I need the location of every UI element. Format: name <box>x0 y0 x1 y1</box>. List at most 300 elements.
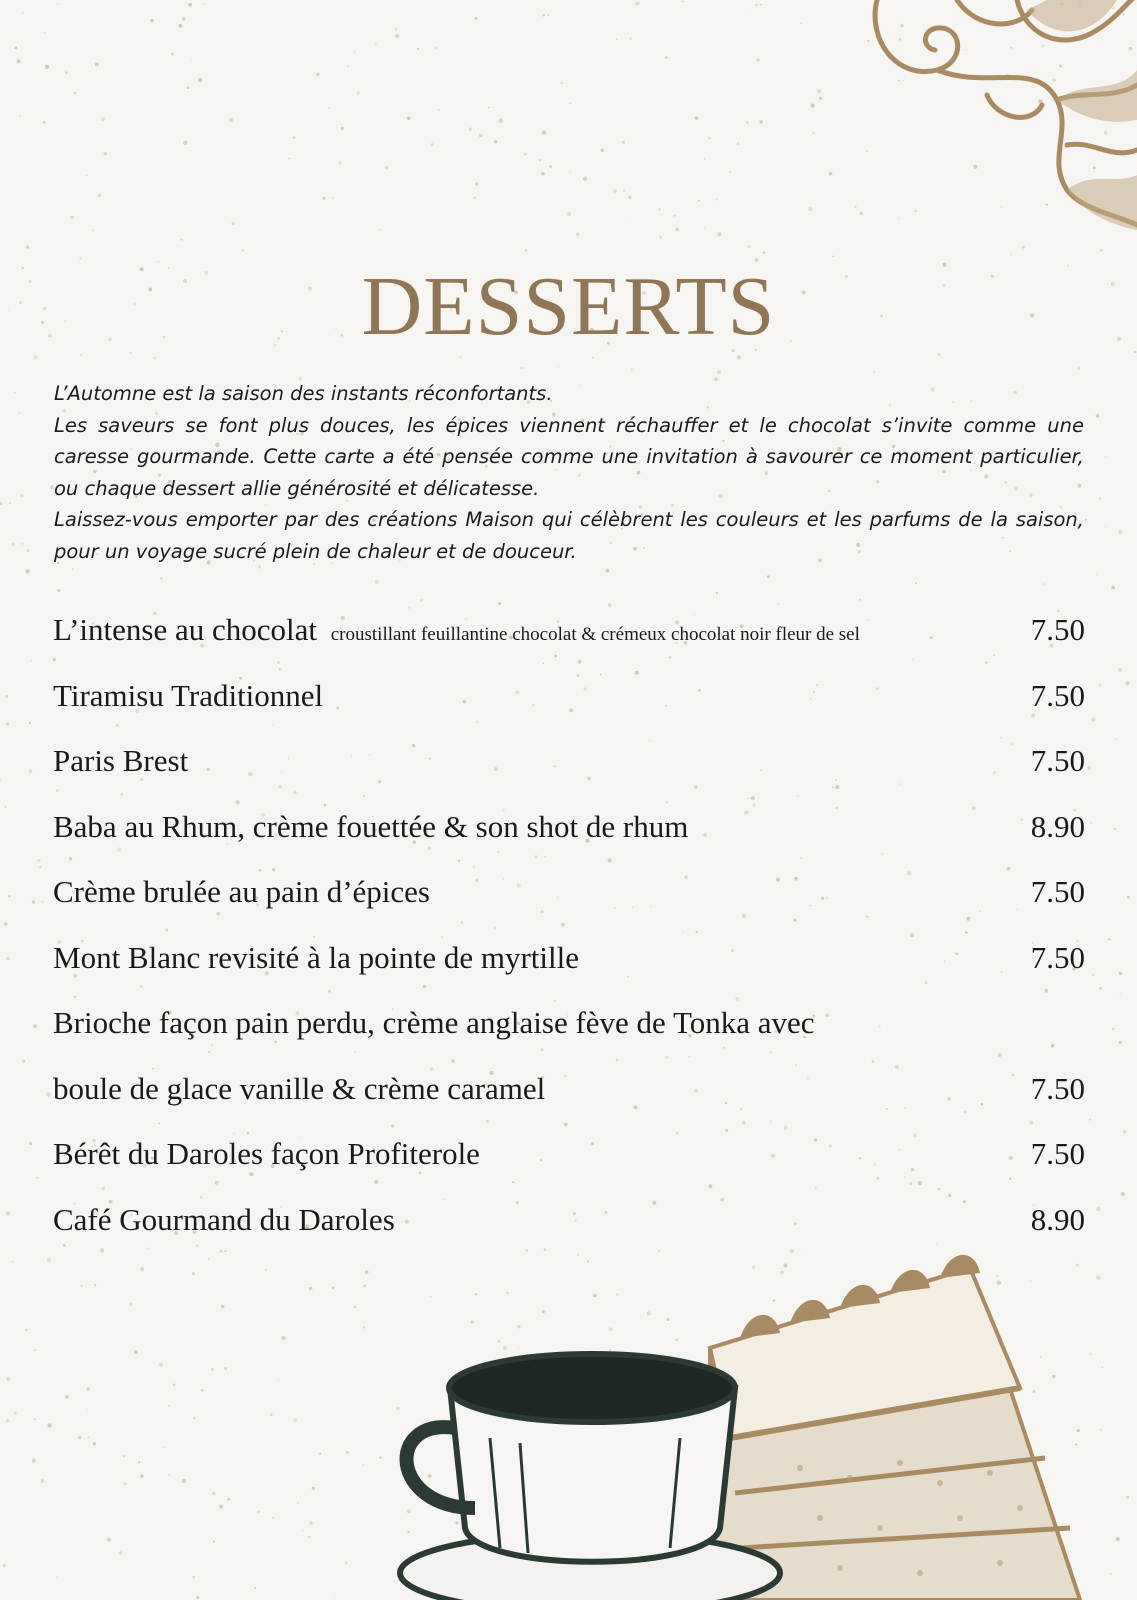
speckle <box>201 1389 204 1392</box>
speckle <box>1112 1028 1115 1031</box>
speckle <box>623 190 625 192</box>
intro-line: L’Automne est la saison des instants réconfortants. <box>54 382 553 405</box>
speckle <box>474 17 477 20</box>
speckle <box>1090 822 1091 823</box>
speckle <box>1127 896 1130 899</box>
speckle <box>592 357 594 359</box>
speckle <box>219 1505 223 1509</box>
speckle <box>395 28 397 30</box>
speckle <box>629 217 630 218</box>
page-title: DESSERTS <box>361 260 776 353</box>
speckle <box>332 1286 335 1289</box>
speckle <box>524 153 527 156</box>
speckle <box>180 239 182 241</box>
speckle <box>257 1511 259 1513</box>
speckle <box>744 12 745 13</box>
speckle <box>270 1413 273 1416</box>
speckle <box>1085 519 1088 522</box>
menu-item-price: 7.50 <box>1030 677 1085 713</box>
menu-item <box>53 1071 1085 1137</box>
speckle <box>6 722 9 725</box>
speckle <box>183 141 187 145</box>
speckle <box>1091 717 1095 721</box>
speckle <box>58 589 61 592</box>
speckle <box>27 549 30 552</box>
speckle <box>43 121 46 124</box>
speckle <box>357 91 360 94</box>
speckle <box>95 63 99 67</box>
speckle <box>221 1305 225 1309</box>
menu-item <box>53 1202 1085 1268</box>
speckle <box>87 1409 88 1410</box>
speckle <box>168 1474 169 1475</box>
speckle <box>1099 683 1102 686</box>
speckle <box>746 121 749 124</box>
speckle <box>211 1368 214 1371</box>
speckle <box>682 1 684 3</box>
speckle <box>8 895 10 897</box>
speckle <box>363 1285 366 1288</box>
speckle <box>124 1482 127 1485</box>
speckle <box>631 368 633 370</box>
speckle <box>1121 1192 1125 1196</box>
speckle <box>104 152 107 155</box>
menu-item <box>53 809 1085 875</box>
speckle <box>18 412 20 414</box>
menu-item-price: 8.90 <box>1030 1201 1085 1237</box>
speckle <box>737 142 740 145</box>
speckle <box>1087 766 1091 770</box>
speckle <box>17 59 21 63</box>
speckle <box>278 1379 279 1380</box>
speckle <box>34 1349 36 1351</box>
speckle <box>33 1024 37 1028</box>
speckle <box>308 1536 311 1539</box>
speckle <box>203 4 204 5</box>
speckle <box>78 1436 82 1440</box>
speckle <box>192 1272 195 1275</box>
speckle <box>1111 586 1115 590</box>
speckle <box>87 1387 90 1390</box>
speckle <box>542 14 545 17</box>
speckle <box>1099 987 1102 990</box>
speckle <box>6 1419 10 1423</box>
speckle <box>363 1464 365 1466</box>
speckle <box>341 127 344 130</box>
cake-slice-icon <box>710 1255 1080 1600</box>
speckle <box>417 48 419 50</box>
speckle <box>1100 249 1103 252</box>
menu-item <box>53 874 1085 940</box>
speckle <box>1125 681 1129 685</box>
speckle <box>698 200 700 202</box>
speckle <box>1110 1573 1112 1575</box>
speckle <box>363 1326 365 1328</box>
speckle <box>438 109 440 111</box>
speckle <box>407 117 411 121</box>
speckle <box>140 1474 143 1477</box>
speckle <box>293 136 295 138</box>
speckle <box>717 370 721 374</box>
intro-text <box>54 378 1084 567</box>
speckle <box>9 502 11 504</box>
speckle <box>41 1479 45 1483</box>
speckle <box>20 494 23 497</box>
speckle <box>704 158 705 159</box>
speckle <box>316 73 320 77</box>
speckle <box>716 592 718 594</box>
menu-item-name: Crème brulée au pain d’épices <box>53 874 430 909</box>
speckle <box>759 120 762 123</box>
intro-paragraph: Les saveurs se font plus douces, les épices viennent réchauffer et le chocolat s’invite comme une caresse gourmande. Cette carte a été pensée comme une invitation à savourer ce moment particulier, ou chaque dessert allie générosité et délicatesse. <box>54 413 1084 500</box>
speckle <box>34 1418 36 1420</box>
speckle <box>4 922 8 926</box>
speckle <box>29 769 33 773</box>
speckle <box>194 1417 196 1419</box>
speckle <box>547 14 549 16</box>
speckle <box>32 1459 36 1463</box>
speckle <box>37 859 40 862</box>
speckle <box>25 569 29 573</box>
menu-item-price: 7.50 <box>1030 1136 1085 1171</box>
speckle <box>628 196 631 199</box>
speckle <box>674 215 676 217</box>
speckle <box>431 143 434 146</box>
speckle <box>1092 974 1094 976</box>
speckle <box>72 568 74 570</box>
menu-item-price: 8.90 <box>1030 808 1085 844</box>
speckle <box>44 32 45 33</box>
speckle <box>569 172 570 173</box>
menu-item-name: Café Gourmand du Daroles <box>53 1201 395 1237</box>
speckle <box>150 19 154 23</box>
speckle <box>549 165 552 168</box>
speckle <box>1116 1537 1120 1541</box>
speckle <box>860 212 863 215</box>
speckle <box>39 866 41 868</box>
speckle <box>561 82 563 84</box>
speckle <box>542 130 546 134</box>
speckle <box>45 65 49 69</box>
speckle <box>47 1258 51 1262</box>
speckle <box>832 255 834 257</box>
speckle <box>811 104 815 108</box>
speckle <box>800 23 802 25</box>
speckle <box>212 1492 215 1495</box>
speckle <box>475 183 478 186</box>
speckle <box>756 58 760 62</box>
speckle <box>1100 1429 1102 1431</box>
speckle <box>242 250 244 252</box>
menu-item-name: Baba au Rhum, crème fouettée & son shot de rhum <box>53 808 689 844</box>
speckle <box>629 38 631 40</box>
menu-item-description: croustillant feuillantine chocolat & crémeux chocolat noir fleur de sel <box>330 624 860 645</box>
speckle <box>188 3 192 7</box>
speckle <box>613 189 617 193</box>
speckle <box>498 119 502 123</box>
speckle <box>29 722 31 724</box>
speckle <box>616 38 618 40</box>
speckle <box>171 53 174 56</box>
speckle <box>297 1502 299 1504</box>
speckle <box>37 1177 39 1179</box>
speckle <box>98 194 102 198</box>
speckle <box>25 1329 27 1331</box>
speckle <box>635 2 639 6</box>
speckle <box>819 97 822 100</box>
speckle <box>375 43 376 44</box>
speckle <box>737 355 741 359</box>
speckle <box>1078 367 1081 370</box>
coffee-cup-icon <box>400 1354 780 1600</box>
speckle <box>92 229 94 231</box>
speckle <box>12 543 15 546</box>
speckle <box>163 1447 165 1449</box>
speckle <box>558 366 559 367</box>
speckle <box>332 197 334 199</box>
speckle <box>855 206 857 208</box>
menu-item-price: 7.50 <box>1030 874 1085 909</box>
speckle <box>808 207 812 211</box>
speckle <box>583 177 587 181</box>
speckle <box>1123 1130 1126 1133</box>
menu-item-price: 7.50 <box>1030 1070 1085 1106</box>
menu-item-name: L’intense au chocolat <box>53 612 317 647</box>
menu-item-price: 7.50 <box>1030 612 1085 647</box>
speckle <box>86 174 88 176</box>
speckle <box>1096 414 1100 418</box>
speckle <box>93 1442 96 1445</box>
speckle <box>48 1423 52 1427</box>
speckle <box>1119 1041 1122 1044</box>
speckle <box>676 228 679 231</box>
speckle <box>227 1498 230 1501</box>
speckle <box>1043 583 1045 585</box>
speckle <box>409 607 410 608</box>
speckle <box>34 355 38 359</box>
speckle <box>665 56 668 59</box>
speckle <box>15 392 17 394</box>
speckle <box>7 1377 11 1381</box>
menu-item-name: Tiramisu Traditionnel <box>53 677 324 713</box>
menu-item <box>53 1005 1085 1071</box>
speckle <box>479 134 483 138</box>
speckle <box>760 4 762 6</box>
speckle <box>494 140 497 143</box>
speckle <box>129 1303 132 1306</box>
speckle <box>32 900 35 903</box>
speckle <box>474 197 476 199</box>
speckle <box>0 502 2 505</box>
menu-item-name: Brioche façon pain perdu, crème anglaise fève de Tonka avec <box>53 1005 815 1040</box>
speckle <box>123 1455 125 1457</box>
speckle <box>187 86 190 89</box>
speckle <box>65 1395 69 1399</box>
speckle <box>293 1418 297 1422</box>
dessert-menu <box>53 612 1085 1267</box>
speckle <box>196 1596 199 1599</box>
speckle <box>254 1587 256 1589</box>
speckle <box>31 660 32 661</box>
speckle <box>729 171 731 173</box>
speckle <box>763 251 766 254</box>
speckle <box>1119 993 1120 994</box>
speckle <box>778 603 780 605</box>
speckle <box>1010 254 1011 255</box>
speckle <box>498 602 501 605</box>
speckle <box>695 116 699 120</box>
speckle <box>182 1479 186 1483</box>
speckle <box>0 778 2 781</box>
speckle <box>173 1384 176 1387</box>
floral-ornament-icon <box>867 0 1137 230</box>
speckle <box>567 212 571 216</box>
speckle <box>272 1517 274 1519</box>
speckle <box>521 367 523 369</box>
speckle <box>1115 739 1116 740</box>
speckle <box>159 1363 163 1367</box>
speckle <box>303 1530 304 1531</box>
speckle <box>22 543 24 545</box>
speckle <box>608 604 611 607</box>
speckle <box>288 158 289 159</box>
speckle <box>20 116 21 117</box>
speckle <box>134 1350 138 1354</box>
dessert-illustration <box>380 1228 1100 1600</box>
menu-item-price: 7.50 <box>1030 939 1085 975</box>
speckle <box>1105 525 1106 526</box>
speckle <box>182 17 186 21</box>
speckle <box>191 59 192 60</box>
speckle <box>42 901 44 903</box>
speckle <box>15 46 18 49</box>
speckle <box>140 1267 144 1271</box>
speckle <box>329 108 330 109</box>
speckle <box>94 1284 96 1286</box>
speckle <box>138 1461 140 1463</box>
menu-item <box>53 678 1085 744</box>
speckle <box>101 117 105 121</box>
speckle <box>46 1092 50 1096</box>
speckle <box>224 1367 227 1370</box>
speckle <box>525 249 528 252</box>
menu-item-name: Bérêt du Daroles façon Profiterole <box>53 1136 480 1171</box>
speckle <box>915 582 917 584</box>
speckle <box>354 51 356 53</box>
speckle <box>348 65 350 67</box>
speckle <box>14 1412 17 1415</box>
speckle <box>817 89 821 93</box>
speckle <box>813 132 814 133</box>
speckle <box>1089 1119 1091 1121</box>
speckle <box>385 166 388 169</box>
speckle <box>6 1212 10 1216</box>
speckle <box>229 118 233 122</box>
speckle <box>717 232 721 236</box>
speckle <box>606 569 610 573</box>
speckle <box>829 172 833 176</box>
speckle <box>380 229 382 231</box>
speckle <box>22 1060 25 1063</box>
intro-paragraph: Laissez-vous emporter par des créations Maison qui célèbrent les couleurs et les parfums de la saison, pour un voyage sucré plein de chaleur et de douceur. <box>54 508 1084 563</box>
speckle <box>312 1487 315 1490</box>
speckle <box>873 371 875 373</box>
speckle <box>160 577 163 580</box>
speckle <box>1096 1207 1100 1211</box>
speckle <box>1022 246 1025 249</box>
speckle <box>26 245 29 248</box>
speckle <box>107 1538 111 1542</box>
menu-item <box>53 940 1085 1006</box>
speckle <box>309 1287 313 1291</box>
speckle <box>704 228 705 229</box>
speckle <box>81 1285 83 1287</box>
menu-item <box>53 612 1085 678</box>
speckle <box>1118 668 1122 672</box>
speckle <box>1108 938 1110 940</box>
menu-item-name: Mont Blanc revisité à la pointe de myrtille <box>53 939 580 975</box>
speckle <box>309 1521 313 1525</box>
speckle <box>1105 456 1107 458</box>
speckle <box>539 159 541 161</box>
speckle <box>435 47 437 49</box>
speckle <box>12 1261 14 1263</box>
speckle <box>354 1306 357 1309</box>
speckle <box>622 141 625 144</box>
speckle <box>265 1269 267 1271</box>
speckle <box>65 71 68 74</box>
speckle <box>70 216 74 220</box>
speckle <box>192 1576 195 1579</box>
speckle <box>459 356 461 358</box>
menu-item-name-group <box>53 612 860 648</box>
speckle <box>1119 972 1122 975</box>
speckle <box>88 1436 90 1438</box>
speckle <box>345 1562 347 1564</box>
speckle <box>57 4 59 6</box>
speckle <box>716 199 717 200</box>
speckle <box>755 4 758 7</box>
speckle <box>420 599 423 602</box>
speckle <box>3 1564 6 1567</box>
speckle <box>338 161 342 165</box>
speckle <box>56 1576 57 1577</box>
speckle <box>659 236 662 239</box>
speckle <box>570 103 572 105</box>
speckle <box>1114 828 1116 830</box>
speckle <box>1126 1496 1129 1499</box>
speckle <box>375 580 379 584</box>
speckle <box>232 222 235 225</box>
speckle <box>658 208 660 210</box>
speckle <box>322 197 325 200</box>
speckle <box>767 575 770 578</box>
speckle <box>469 128 472 131</box>
speckle <box>6 957 9 960</box>
speckle <box>29 1142 32 1145</box>
speckle <box>1102 1367 1103 1368</box>
speckle <box>282 1336 286 1340</box>
speckle <box>179 24 183 28</box>
speckle <box>119 1551 123 1555</box>
speckle <box>22 12 23 13</box>
speckle <box>74 92 76 94</box>
speckle <box>168 1405 170 1407</box>
menu-item-name: boule de glace vanille & crème caramel <box>53 1070 546 1106</box>
menu-item <box>53 1136 1085 1202</box>
speckle <box>5 695 8 698</box>
speckle <box>1118 530 1122 534</box>
